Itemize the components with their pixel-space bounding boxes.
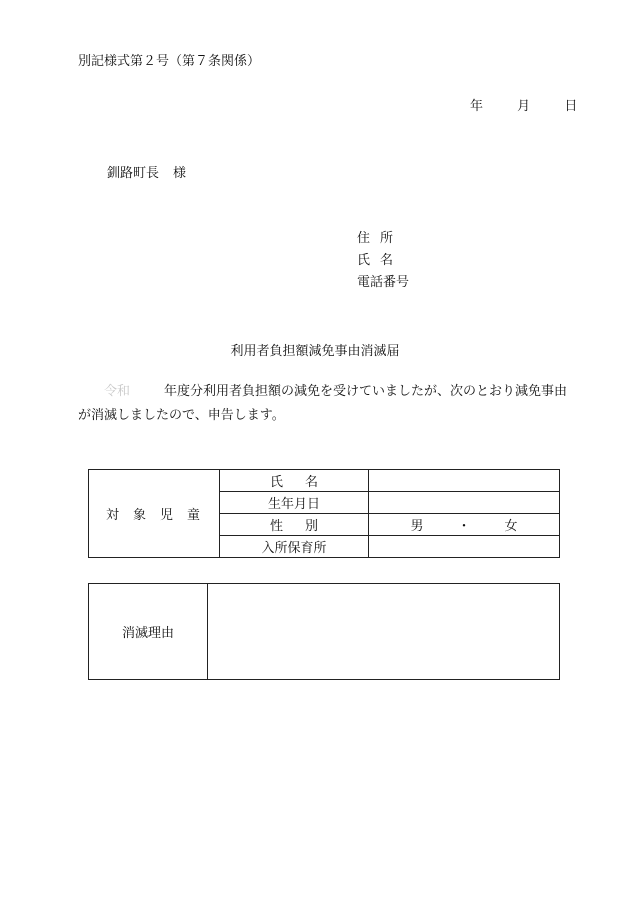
reason-field[interactable]: [208, 584, 560, 680]
applicant-block: [357, 228, 409, 294]
gender-label: 性別: [220, 514, 369, 536]
addressee-name: 釧路町長: [107, 166, 160, 181]
table-row: [89, 584, 560, 680]
child-info-table: [88, 469, 560, 558]
body-paragraph: [78, 380, 573, 428]
table-row: [89, 470, 560, 492]
target-child-label: 対象児童: [89, 470, 220, 558]
reason-label: 消滅理由: [89, 584, 208, 680]
date-year-unit: 年: [470, 99, 484, 114]
nursery-label: 入所保育所: [220, 536, 369, 558]
addressee-honorific: 様: [173, 166, 187, 181]
date-day-unit: 日: [564, 99, 578, 114]
gender-male-option[interactable]: 男: [410, 519, 424, 534]
child-name-label: 氏名: [220, 470, 369, 492]
form-number: 別記様式第２号（第７条関係）: [78, 54, 261, 69]
address-label: 住所: [357, 231, 404, 246]
reason-table: [88, 583, 560, 680]
date-line: [470, 95, 577, 114]
gender-field[interactable]: [369, 514, 560, 536]
birthdate-field[interactable]: [369, 492, 560, 514]
date-month-unit: 月: [517, 99, 531, 114]
name-label: 氏名: [357, 253, 404, 268]
addressee: [107, 162, 186, 181]
birthdate-label: 生年月日: [220, 492, 369, 514]
body-text: 年度分利用者負担額の減免を受けていましたが、次のとおり減免事由が消滅しましたので、申告します。: [78, 384, 568, 423]
nursery-field[interactable]: [369, 536, 560, 558]
era-label: 令和: [104, 384, 131, 399]
gender-female-option[interactable]: 女: [504, 519, 518, 534]
gender-separator: ・: [457, 519, 471, 534]
child-name-field[interactable]: [369, 470, 560, 492]
document-title: 利用者負担額減免事由消滅届: [230, 344, 400, 359]
phone-label: 電話番号: [357, 275, 410, 290]
